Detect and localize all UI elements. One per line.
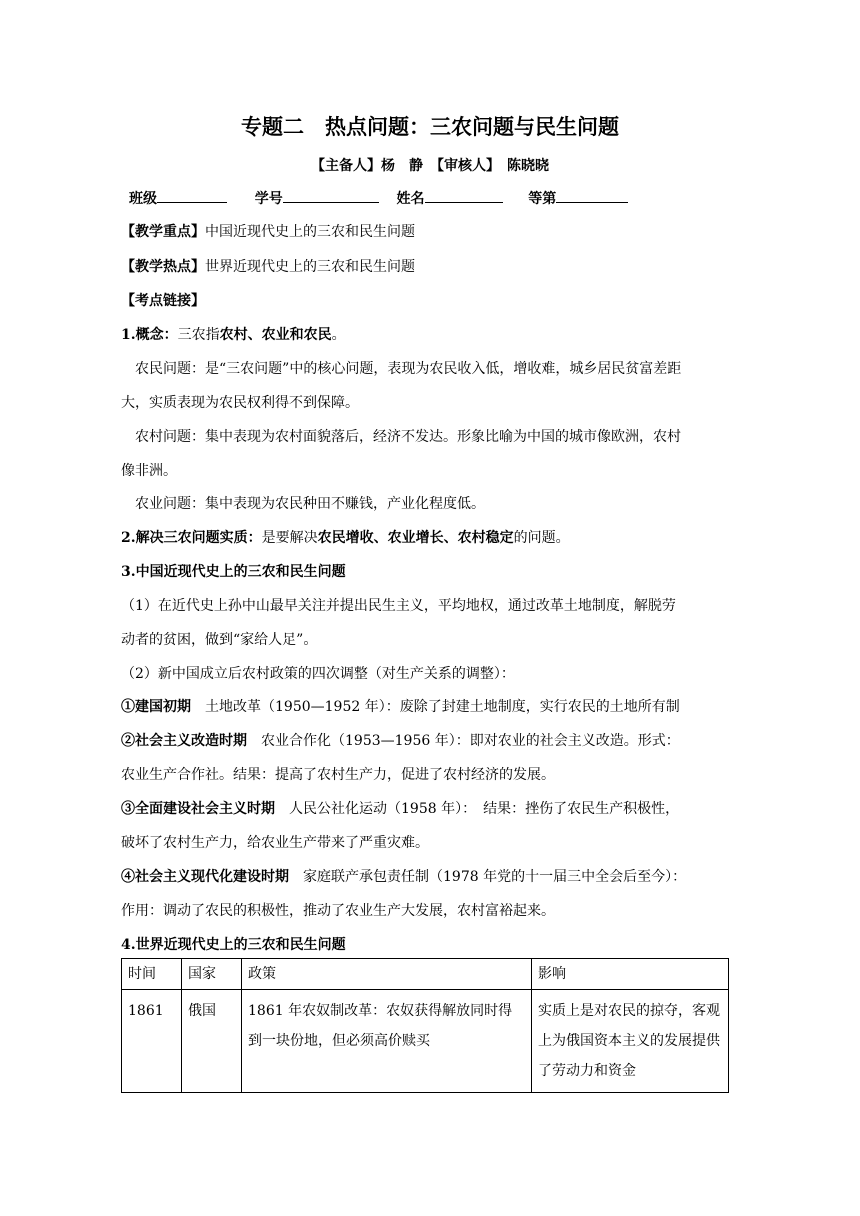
essence-label: 2.解决三农问题实质： (121, 530, 262, 546)
hot-label: 【教学热点】 (121, 259, 205, 275)
policy-item-2-line-2: 农业生产合作社。结果：提高了农村生产力，促进了农村经济的发展。 (121, 767, 555, 783)
number-label: 学号 (254, 191, 283, 207)
village-problem-line-1: 农村问题：集中表现为农村面貌落后，经济不发达。形象比喻为中国的城市像欧洲，农村 (135, 429, 681, 445)
essence-pre: 是要解决 (261, 530, 318, 546)
section-4-heading: 4.世界近现代史上的三农和民生问题 (121, 937, 346, 953)
concept-post: 。 (331, 327, 346, 343)
number-blank[interactable] (283, 188, 379, 203)
concept-bold: 农村、农业和农民 (219, 327, 332, 343)
policy-item-2 (121, 731, 680, 751)
policy-item-4-line-2: 作用：调动了农民的积极性，推动了农业生产大发展，农村富裕起来。 (121, 903, 555, 919)
farmer-problem-line-1: 农民问题：是“三农问题”中的核心问题，表现为农民收入低，增收难，城乡居民贫富差距 (135, 361, 682, 377)
focus-text: 中国近现代史上的三农和民生问题 (205, 224, 415, 240)
item-3-label: ③全面建设社会主义时期 (121, 801, 275, 817)
header-impact: 影响 (532, 959, 729, 990)
section-3-heading: 3.中国近现代史上的三农和民生问题 (121, 564, 346, 580)
world-policy-table (121, 958, 729, 1093)
rank-blank[interactable] (556, 188, 628, 203)
table-header-row (122, 959, 729, 990)
table-row (122, 990, 729, 1093)
document-title: 专题二 热点问题：三农问题与民生问题 (241, 114, 619, 139)
essence-bold: 农民增收、农业增长、农村稳定 (317, 530, 514, 546)
authors-line: 【主备人】杨 静 【审核人】 陈晓晓 (311, 158, 549, 174)
hot-text: 世界近现代史上的三农和民生问题 (205, 259, 415, 275)
policy-item-4 (121, 867, 686, 887)
section-2-essence (121, 528, 570, 548)
teaching-focus (121, 222, 415, 242)
name-blank[interactable] (425, 188, 503, 203)
s3-p1-line-2: 动者的贫困，做到“家给人足”。 (121, 632, 318, 648)
policy-item-3-line-2: 破坏了农村生产力，给农业生产带来了严重灾难。 (121, 835, 429, 851)
policy-item-1 (121, 697, 680, 717)
focus-label: 【教学重点】 (121, 224, 205, 240)
header-country: 国家 (182, 959, 242, 990)
s3-p1-line-1: （1）在近代史上孙中山最早关注并提出民生主义，平均地权，通过改革土地制度，解脱劳 (121, 598, 676, 614)
cell-country: 俄国 (182, 990, 242, 1093)
s3-p2: （2）新中国成立后农村政策的四次调整（对生产关系的调整）： (121, 666, 515, 682)
item-4-label: ④社会主义现代化建设时期 (121, 869, 289, 885)
farmer-problem-line-2: 大，实质表现为农民权利得不到保障。 (121, 395, 359, 411)
item-4-text: 家庭联产承包责任制（1978 年党的十一届三中全会后至今）： (289, 869, 687, 885)
cell-policy: 1861 年农奴制改革：农奴获得解放同时得到一块份地，但必须高价赎买 (242, 990, 532, 1093)
agri-problem-line: 农业问题：集中表现为农民种田不赚钱，产业化程度低。 (135, 496, 485, 512)
teaching-hot (121, 257, 415, 277)
concept-label: 1.概念： (121, 327, 178, 343)
item-3-text: 人民公社化运动（1958 年）： 结果：挫伤了农民生产积极性， (275, 801, 680, 817)
links-heading: 【考点链接】 (121, 293, 205, 309)
concept-pre: 三农指 (177, 327, 220, 343)
cell-impact: 实质上是对农民的掠夺，客观上为俄国资本主义的发展提供了劳动力和资金 (532, 990, 729, 1093)
item-2-label: ②社会主义改造时期 (121, 733, 247, 749)
village-problem-line-2: 像非洲。 (121, 463, 177, 479)
item-2-text: 农业合作化（1953—1956 年）：即对农业的社会主义改造。形式： (247, 733, 680, 749)
section-1-concept (121, 325, 346, 345)
header-time: 时间 (122, 959, 182, 990)
item-1-label: ①建国初期 (121, 699, 191, 715)
item-1-text: 土地改革（1950—1952 年）：废除了封建土地制度，实行农民的土地所有制 (191, 699, 680, 715)
policy-item-3 (121, 799, 679, 819)
cell-time: 1861 (122, 990, 182, 1093)
class-blank[interactable] (157, 188, 227, 203)
essence-post: 的问题。 (513, 530, 570, 546)
class-label: 班级 (129, 191, 157, 207)
header-policy: 政策 (242, 959, 532, 990)
student-info-line (129, 188, 628, 209)
rank-label: 等第 (528, 191, 557, 207)
name-label: 姓名 (396, 191, 425, 207)
